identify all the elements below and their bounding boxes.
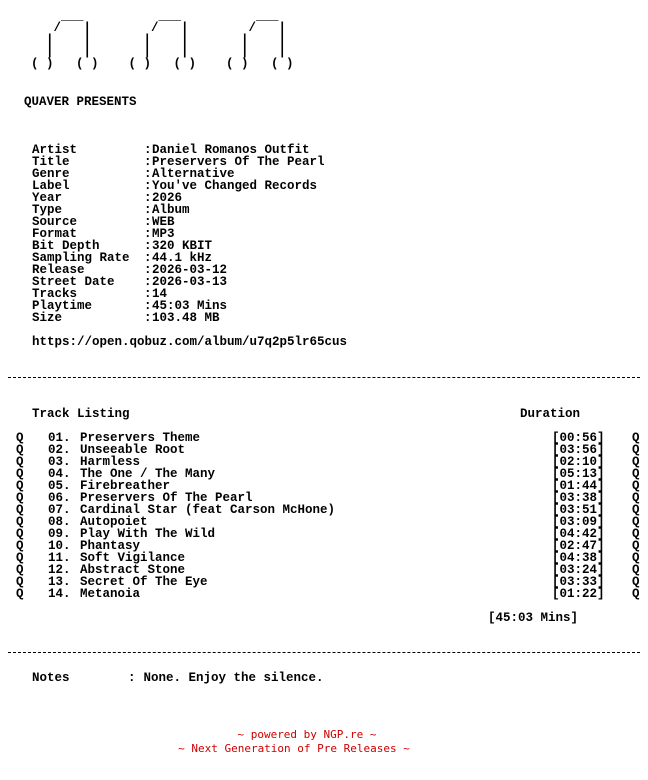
track-number: 12. <box>48 563 71 577</box>
track-number: 01. <box>48 431 71 445</box>
tracklist-header-duration: Duration <box>520 407 581 421</box>
track-number: 05. <box>48 479 71 493</box>
ascii-art-logo: ___ ___ ___ / | / | / | | | | | | | | | | | | | ( ) ( ) ( ) ( ) ( ) ( ) <box>31 9 294 71</box>
track-number: 11. <box>48 551 71 565</box>
track-title: Abstract Stone <box>80 563 186 577</box>
track-marker-right: Q <box>632 455 640 469</box>
track-title: Preservers Of The Pearl <box>80 491 253 505</box>
track-marker-right: Q <box>632 431 640 445</box>
track-number: 13. <box>48 575 71 589</box>
track-number: 06. <box>48 491 71 505</box>
info-value: MP3 <box>152 227 175 241</box>
info-value: 2026-03-12 <box>152 263 228 277</box>
track-marker-right: Q <box>632 491 640 505</box>
info-separator: : <box>144 191 152 205</box>
info-value: 45:03 Mins <box>152 299 228 313</box>
track-marker-right: Q <box>632 515 640 529</box>
track-duration: [04:38] <box>552 551 605 565</box>
info-separator: : <box>144 275 152 289</box>
track-marker-left: Q <box>16 575 24 589</box>
info-value: 44.1 kHz <box>152 251 213 265</box>
info-row <box>32 312 325 324</box>
track-title: Soft Vigilance <box>80 551 186 565</box>
track-marker-right: Q <box>632 551 640 565</box>
track-title: Cardinal Star (feat Carson McHone) <box>80 503 336 517</box>
track-title: Metanoia <box>80 587 141 601</box>
info-key: Release <box>32 263 85 277</box>
notes-separator: : <box>128 671 136 685</box>
track-title: The One / The Many <box>80 467 216 481</box>
track-duration: [01:44] <box>552 479 605 493</box>
track-number: 10. <box>48 539 71 553</box>
info-separator: : <box>144 179 152 193</box>
info-key: Bit Depth <box>32 239 100 253</box>
info-separator: : <box>144 287 152 301</box>
track-marker-right: Q <box>632 575 640 589</box>
info-separator: : <box>144 203 152 217</box>
track-duration: [03:38] <box>552 491 605 505</box>
track-title: Firebreather <box>80 479 171 493</box>
track-duration: [03:56] <box>552 443 605 457</box>
track-marker-left: Q <box>16 443 24 457</box>
footer <box>0 728 648 756</box>
track-title: Unseeable Root <box>80 443 186 457</box>
info-separator: : <box>144 311 152 325</box>
info-key: Sampling Rate <box>32 251 130 265</box>
track-marker-right: Q <box>632 503 640 517</box>
track-marker-left: Q <box>16 491 24 505</box>
track-duration: [05:13] <box>552 467 605 481</box>
info-value: 103.48 MB <box>152 311 220 325</box>
track-duration: [02:10] <box>552 455 605 469</box>
info-separator: : <box>144 251 152 265</box>
tracklist-header <box>0 408 648 420</box>
info-key: Tracks <box>32 287 78 301</box>
track-duration: [03:24] <box>552 563 605 577</box>
info-separator: : <box>144 155 152 169</box>
info-separator: : <box>144 167 152 181</box>
track-title: Autopoiet <box>80 515 148 529</box>
info-separator: : <box>144 299 152 313</box>
info-key: Format <box>32 227 78 241</box>
info-value: 14 <box>152 287 168 301</box>
track-marker-right: Q <box>632 539 640 553</box>
track-marker-right: Q <box>632 443 640 457</box>
track-marker-left: Q <box>16 539 24 553</box>
track-title: Play With The Wild <box>80 527 216 541</box>
info-value: 320 KBIT <box>152 239 213 253</box>
track-title: Phantasy <box>80 539 141 553</box>
notes-value: None. Enjoy the silence. <box>143 671 324 685</box>
track-marker-left: Q <box>16 467 24 481</box>
track-marker-right: Q <box>632 479 640 493</box>
info-key: Genre <box>32 167 70 181</box>
track-duration: [03:33] <box>552 575 605 589</box>
track-duration: [03:09] <box>552 515 605 529</box>
track-marker-left: Q <box>16 563 24 577</box>
track-title: Secret Of The Eye <box>80 575 208 589</box>
track-marker-right: Q <box>632 527 640 541</box>
track-marker-right: Q <box>632 587 640 601</box>
info-key: Street Date <box>32 275 115 289</box>
track-list <box>0 432 648 600</box>
track-duration: [02:47] <box>552 539 605 553</box>
track-number: 04. <box>48 467 71 481</box>
info-key: Type <box>32 203 63 217</box>
track-marker-left: Q <box>16 551 24 565</box>
track-marker-left: Q <box>16 479 24 493</box>
info-value: Preservers Of The Pearl <box>152 155 325 169</box>
track-marker-left: Q <box>16 503 24 517</box>
track-number: 14. <box>48 587 71 601</box>
track-duration: [03:51] <box>552 503 605 517</box>
track-duration: [01:22] <box>552 587 605 601</box>
track-marker-left: Q <box>16 587 24 601</box>
info-key: Playtime <box>32 299 93 313</box>
track-marker-right: Q <box>632 563 640 577</box>
track-marker-left: Q <box>16 455 24 469</box>
track-number: 07. <box>48 503 71 517</box>
info-key: Source <box>32 215 78 229</box>
info-separator: : <box>144 143 152 157</box>
info-key: Artist <box>32 143 78 157</box>
track-title: Preservers Theme <box>80 431 201 445</box>
info-value: WEB <box>152 215 175 229</box>
track-duration: [00:56] <box>552 431 605 445</box>
footer-powered-by: ~ powered by NGP.re ~ <box>237 728 377 741</box>
track-row <box>0 588 648 600</box>
info-value: Alternative <box>152 167 235 181</box>
track-number: 03. <box>48 455 71 469</box>
info-value: 2026 <box>152 191 183 205</box>
release-url: https://open.qobuz.com/album/u7q2p5lr65cus <box>32 335 348 349</box>
track-title: Harmless <box>80 455 141 469</box>
info-value: You've Changed Records <box>152 179 318 193</box>
info-key: Year <box>32 191 63 205</box>
release-info-block <box>32 144 325 324</box>
info-separator: : <box>144 263 152 277</box>
info-key: Label <box>32 179 70 193</box>
notes-key: Notes <box>32 671 70 685</box>
track-marker-right: Q <box>632 467 640 481</box>
track-number: 09. <box>48 527 71 541</box>
track-marker-left: Q <box>16 527 24 541</box>
notes-row <box>32 672 324 684</box>
total-duration: [45:03 Mins] <box>488 611 579 625</box>
tracklist-header-title: Track Listing <box>32 407 130 421</box>
track-marker-left: Q <box>16 431 24 445</box>
info-key: Title <box>32 155 70 169</box>
info-separator: : <box>144 215 152 229</box>
info-separator: : <box>144 227 152 241</box>
track-duration: [04:42] <box>552 527 605 541</box>
info-value: 2026-03-13 <box>152 275 228 289</box>
info-key: Size <box>32 311 63 325</box>
track-number: 02. <box>48 443 71 457</box>
info-value: Album <box>152 203 190 217</box>
info-value: Daniel Romanos Outfit <box>152 143 310 157</box>
info-separator: : <box>144 239 152 253</box>
divider-top <box>8 377 640 378</box>
track-marker-left: Q <box>16 515 24 529</box>
divider-bottom <box>8 652 640 653</box>
group-presents-line: QUAVER PRESENTS <box>24 95 137 109</box>
footer-tagline: ~ Next Generation of Pre Releases ~ <box>178 742 410 755</box>
track-number: 08. <box>48 515 71 529</box>
